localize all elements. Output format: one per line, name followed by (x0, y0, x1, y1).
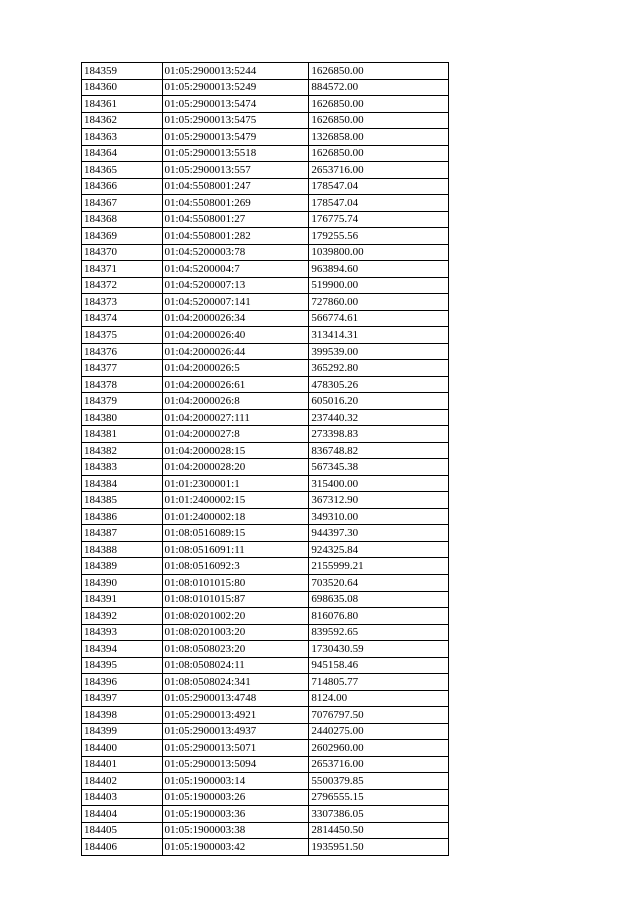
table-row (82, 558, 449, 575)
table-row (82, 376, 449, 393)
row-id-cell: 184391 (82, 591, 163, 608)
amount-cell: 273398.83 (309, 426, 449, 443)
cadastral-number-cell: 01:04:2000028:20 (162, 459, 309, 476)
table-row (82, 393, 449, 410)
cadastral-number-cell: 01:05:1900003:14 (162, 773, 309, 790)
table-row (82, 525, 449, 542)
cadastral-number-cell: 01:08:0101015:80 (162, 574, 309, 591)
row-id-cell: 184387 (82, 525, 163, 542)
row-id-cell: 184377 (82, 360, 163, 377)
cadastral-number-cell: 01:04:5200007:141 (162, 294, 309, 311)
table-row (82, 492, 449, 509)
row-id-cell: 184359 (82, 63, 163, 80)
amount-cell: 367312.90 (309, 492, 449, 509)
table-row (82, 740, 449, 757)
amount-cell: 727860.00 (309, 294, 449, 311)
amount-cell: 349310.00 (309, 508, 449, 525)
amount-cell: 7076797.50 (309, 707, 449, 724)
amount-cell: 237440.32 (309, 409, 449, 426)
cadastral-number-cell: 01:08:0516092:3 (162, 558, 309, 575)
row-id-cell: 184364 (82, 145, 163, 162)
row-id-cell: 184376 (82, 343, 163, 360)
row-id-cell: 184361 (82, 96, 163, 113)
cadastral-number-cell: 01:04:5200004:7 (162, 261, 309, 278)
row-id-cell: 184384 (82, 475, 163, 492)
cadastral-number-cell: 01:04:2000026:44 (162, 343, 309, 360)
table-row (82, 459, 449, 476)
amount-cell: 8124.00 (309, 690, 449, 707)
table-row (82, 178, 449, 195)
table-row (82, 277, 449, 294)
row-id-cell: 184404 (82, 806, 163, 823)
row-id-cell: 184398 (82, 707, 163, 724)
table-row (82, 806, 449, 823)
amount-cell: 1935951.50 (309, 839, 449, 856)
table-row (82, 822, 449, 839)
amount-cell: 313414.31 (309, 327, 449, 344)
cadastral-number-cell: 01:08:0508024:341 (162, 674, 309, 691)
amount-cell: 945158.46 (309, 657, 449, 674)
row-id-cell: 184374 (82, 310, 163, 327)
table-row (82, 756, 449, 773)
row-id-cell: 184372 (82, 277, 163, 294)
amount-cell: 839592.65 (309, 624, 449, 641)
amount-cell: 1626850.00 (309, 63, 449, 80)
cadastral-number-cell: 01:08:0201003:20 (162, 624, 309, 641)
row-id-cell: 184406 (82, 839, 163, 856)
table-row (82, 228, 449, 245)
table-row (82, 129, 449, 146)
row-id-cell: 184375 (82, 327, 163, 344)
row-id-cell: 184379 (82, 393, 163, 410)
row-id-cell: 184397 (82, 690, 163, 707)
table-row (82, 426, 449, 443)
table-row (82, 261, 449, 278)
cadastral-number-cell: 01:08:0508024:11 (162, 657, 309, 674)
row-id-cell: 184386 (82, 508, 163, 525)
table-row (82, 327, 449, 344)
cadastral-number-cell: 01:08:0508023:20 (162, 641, 309, 658)
cadastral-number-cell: 01:08:0516089:15 (162, 525, 309, 542)
amount-cell: 1039800.00 (309, 244, 449, 261)
row-id-cell: 184405 (82, 822, 163, 839)
table-row (82, 541, 449, 558)
cadastral-number-cell: 01:05:2900013:5244 (162, 63, 309, 80)
cadastral-number-cell: 01:04:5508001:269 (162, 195, 309, 212)
table-row (82, 591, 449, 608)
row-id-cell: 184402 (82, 773, 163, 790)
row-id-cell: 184383 (82, 459, 163, 476)
amount-cell: 365292.80 (309, 360, 449, 377)
cadastral-number-cell: 01:04:2000028:15 (162, 442, 309, 459)
cadastral-number-cell: 01:05:1900003:38 (162, 822, 309, 839)
amount-cell: 1326858.00 (309, 129, 449, 146)
table-row (82, 608, 449, 625)
amount-cell: 963894.60 (309, 261, 449, 278)
cadastral-number-cell: 01:04:5200007:13 (162, 277, 309, 294)
amount-cell: 2602960.00 (309, 740, 449, 757)
row-id-cell: 184401 (82, 756, 163, 773)
row-id-cell: 184365 (82, 162, 163, 179)
table-row (82, 674, 449, 691)
row-id-cell: 184380 (82, 409, 163, 426)
amount-cell: 178547.04 (309, 178, 449, 195)
amount-cell: 2796555.15 (309, 789, 449, 806)
row-id-cell: 184400 (82, 740, 163, 757)
table-row (82, 657, 449, 674)
amount-cell: 698635.08 (309, 591, 449, 608)
amount-cell: 1730430.59 (309, 641, 449, 658)
row-id-cell: 184369 (82, 228, 163, 245)
table-row (82, 508, 449, 525)
row-id-cell: 184395 (82, 657, 163, 674)
amount-cell: 2653716.00 (309, 162, 449, 179)
cadastral-number-cell: 01:04:5508001:247 (162, 178, 309, 195)
table-body (82, 63, 449, 856)
cadastral-number-cell: 01:04:2000027:8 (162, 426, 309, 443)
cadastral-number-cell: 01:05:2900013:557 (162, 162, 309, 179)
amount-cell: 5500379.85 (309, 773, 449, 790)
table-row (82, 310, 449, 327)
amount-cell: 836748.82 (309, 442, 449, 459)
cadastral-number-cell: 01:08:0516091:11 (162, 541, 309, 558)
cadastral-number-cell: 01:05:2900013:5071 (162, 740, 309, 757)
cadastral-number-cell: 01:05:1900003:42 (162, 839, 309, 856)
table-row (82, 244, 449, 261)
amount-cell: 566774.61 (309, 310, 449, 327)
cadastral-number-cell: 01:01:2400002:18 (162, 508, 309, 525)
table-row (82, 475, 449, 492)
amount-cell: 884572.00 (309, 79, 449, 96)
row-id-cell: 184366 (82, 178, 163, 195)
cadastral-number-cell: 01:05:2900013:4921 (162, 707, 309, 724)
row-id-cell: 184390 (82, 574, 163, 591)
table-row (82, 409, 449, 426)
cadastral-number-cell: 01:05:2900013:5479 (162, 129, 309, 146)
row-id-cell: 184362 (82, 112, 163, 129)
cadastral-number-cell: 01:04:2000027:111 (162, 409, 309, 426)
table-row (82, 294, 449, 311)
cadastral-number-cell: 01:08:0101015:87 (162, 591, 309, 608)
table-row (82, 789, 449, 806)
cadastral-number-cell: 01:05:2900013:5094 (162, 756, 309, 773)
table-row (82, 360, 449, 377)
amount-cell: 2440275.00 (309, 723, 449, 740)
row-id-cell: 184396 (82, 674, 163, 691)
row-id-cell: 184389 (82, 558, 163, 575)
cadastral-number-cell: 01:05:2900013:4937 (162, 723, 309, 740)
amount-cell: 3307386.05 (309, 806, 449, 823)
row-id-cell: 184394 (82, 641, 163, 658)
cadastral-number-cell: 01:05:2900013:5249 (162, 79, 309, 96)
row-id-cell: 184378 (82, 376, 163, 393)
cadastral-number-cell: 01:05:1900003:36 (162, 806, 309, 823)
cadastral-number-cell: 01:04:2000026:40 (162, 327, 309, 344)
amount-cell: 1626850.00 (309, 96, 449, 113)
cadastral-number-cell: 01:04:5508001:282 (162, 228, 309, 245)
table-row (82, 574, 449, 591)
row-id-cell: 184403 (82, 789, 163, 806)
row-id-cell: 184382 (82, 442, 163, 459)
table-row (82, 839, 449, 856)
cadastral-number-cell: 01:04:2000026:34 (162, 310, 309, 327)
cadastral-number-cell: 01:04:2000026:5 (162, 360, 309, 377)
table-row (82, 96, 449, 113)
amount-cell: 1626850.00 (309, 145, 449, 162)
table-row (82, 211, 449, 228)
table-row (82, 195, 449, 212)
cadastral-number-cell: 01:05:2900013:5474 (162, 96, 309, 113)
row-id-cell: 184399 (82, 723, 163, 740)
row-id-cell: 184370 (82, 244, 163, 261)
table-row (82, 112, 449, 129)
amount-cell: 399539.00 (309, 343, 449, 360)
table-row (82, 707, 449, 724)
cadastral-number-cell: 01:04:2000026:8 (162, 393, 309, 410)
amount-cell: 924325.84 (309, 541, 449, 558)
amount-cell: 176775.74 (309, 211, 449, 228)
cadastral-number-cell: 01:05:2900013:5518 (162, 145, 309, 162)
row-id-cell: 184373 (82, 294, 163, 311)
amount-cell: 178547.04 (309, 195, 449, 212)
cadastral-number-cell: 01:05:1900003:26 (162, 789, 309, 806)
amount-cell: 2155999.21 (309, 558, 449, 575)
row-id-cell: 184381 (82, 426, 163, 443)
table-row (82, 145, 449, 162)
amount-cell: 944397.30 (309, 525, 449, 542)
row-id-cell: 184371 (82, 261, 163, 278)
table-row (82, 690, 449, 707)
table-row (82, 63, 449, 80)
row-id-cell: 184360 (82, 79, 163, 96)
row-id-cell: 184368 (82, 211, 163, 228)
table-row (82, 773, 449, 790)
cadastral-number-cell: 01:04:5508001:27 (162, 211, 309, 228)
cadastral-number-cell: 01:04:5200003:78 (162, 244, 309, 261)
amount-cell: 2653716.00 (309, 756, 449, 773)
amount-cell: 2814450.50 (309, 822, 449, 839)
amount-cell: 816076.80 (309, 608, 449, 625)
cadastral-number-cell: 01:05:2900013:5475 (162, 112, 309, 129)
table-row (82, 343, 449, 360)
amount-cell: 478305.26 (309, 376, 449, 393)
amount-cell: 179255.56 (309, 228, 449, 245)
amount-cell: 519900.00 (309, 277, 449, 294)
cadastral-number-cell: 01:08:0201002:20 (162, 608, 309, 625)
data-table (81, 62, 449, 856)
cadastral-number-cell: 01:04:2000026:61 (162, 376, 309, 393)
row-id-cell: 184392 (82, 608, 163, 625)
amount-cell: 315400.00 (309, 475, 449, 492)
amount-cell: 714805.77 (309, 674, 449, 691)
cadastral-number-cell: 01:01:2400002:15 (162, 492, 309, 509)
amount-cell: 703520.64 (309, 574, 449, 591)
cadastral-number-cell: 01:01:2300001:1 (162, 475, 309, 492)
table-row (82, 723, 449, 740)
amount-cell: 1626850.00 (309, 112, 449, 129)
table-row (82, 624, 449, 641)
amount-cell: 567345.38 (309, 459, 449, 476)
table-row (82, 79, 449, 96)
row-id-cell: 184388 (82, 541, 163, 558)
row-id-cell: 184385 (82, 492, 163, 509)
row-id-cell: 184393 (82, 624, 163, 641)
table-row (82, 442, 449, 459)
table-row (82, 641, 449, 658)
row-id-cell: 184363 (82, 129, 163, 146)
table-row (82, 162, 449, 179)
cadastral-number-cell: 01:05:2900013:4748 (162, 690, 309, 707)
amount-cell: 605016.20 (309, 393, 449, 410)
row-id-cell: 184367 (82, 195, 163, 212)
